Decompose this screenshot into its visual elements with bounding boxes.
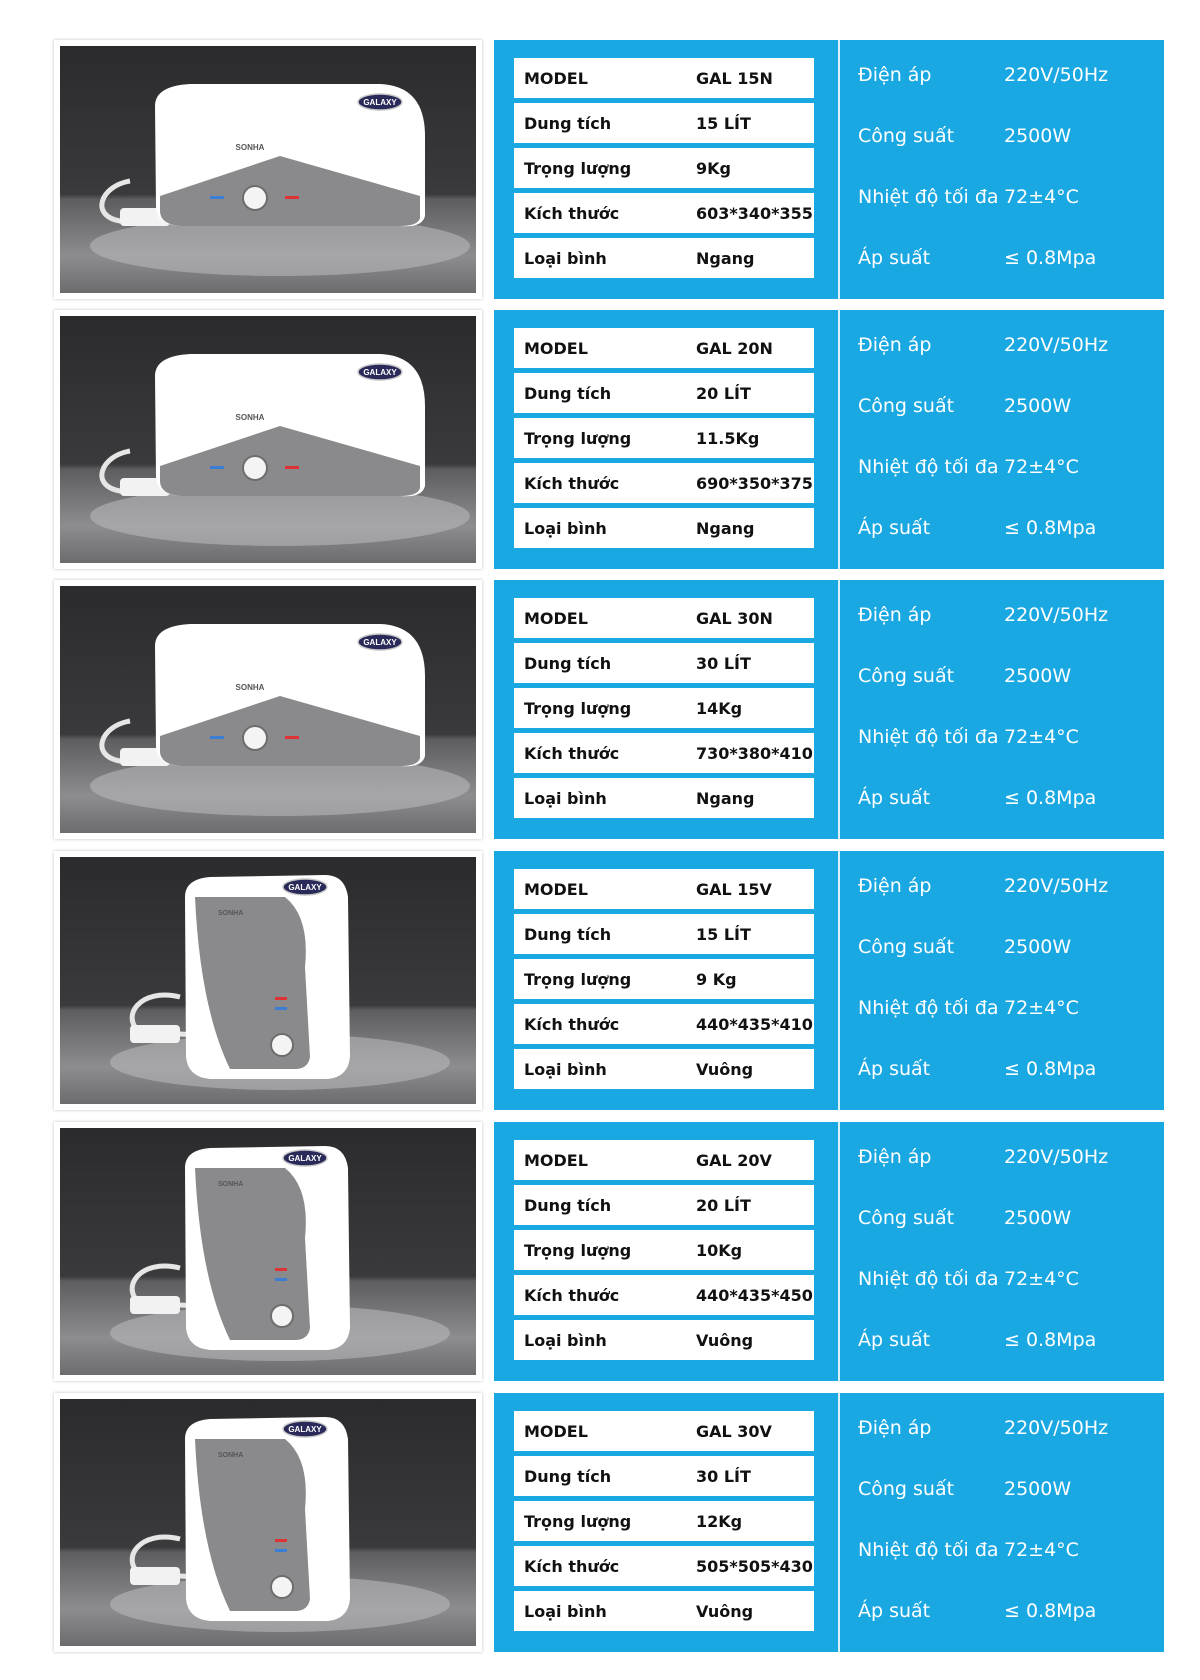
spec-row-dimensions [514, 463, 814, 503]
spec-row-weight [514, 688, 814, 728]
panel-divider [838, 1393, 840, 1652]
spec-row-weight [514, 1501, 814, 1541]
elec-label: Công suất [858, 395, 955, 417]
spec-panel [494, 1122, 1164, 1381]
spec-row-type [514, 508, 814, 548]
spec-row-weight [514, 1230, 814, 1270]
spec-row-model [514, 1140, 814, 1180]
spec-value: Ngang [696, 249, 755, 268]
elec-value: 72±4°C [1004, 1539, 1079, 1561]
elec-value: ≤ 0.8Mpa [1004, 1058, 1097, 1080]
svg-text:SONHA: SONHA [235, 413, 265, 422]
spec-row-model [514, 598, 814, 638]
thermostat-knob-icon [243, 456, 267, 480]
spec-value: 15 LÍT [696, 114, 751, 133]
thermostat-knob-icon [243, 726, 267, 750]
product-photo [54, 1122, 482, 1381]
svg-text:GALAXY: GALAXY [288, 1425, 322, 1434]
spec-row-type [514, 1049, 814, 1089]
elec-label: Nhiệt độ tối đa [858, 1539, 999, 1561]
water-heater-image [60, 1399, 476, 1646]
elec-label: Điện áp [858, 64, 932, 86]
spec-row-type [514, 238, 814, 278]
spec-row-capacity [514, 914, 814, 954]
spec-panel [494, 851, 1164, 1110]
spec-value: 690*350*375 [696, 474, 813, 493]
svg-text:SONHA: SONHA [235, 683, 265, 692]
elec-label: Áp suất [858, 787, 931, 809]
spec-value: Vuông [696, 1602, 754, 1621]
spec-label: Kích thước [524, 1015, 620, 1034]
spec-value: GAL 15V [696, 880, 772, 899]
spec-label: Kích thước [524, 744, 620, 763]
spec-value: GAL 20N [696, 339, 773, 358]
elec-value: 2500W [1004, 395, 1072, 417]
elec-value: ≤ 0.8Mpa [1004, 787, 1097, 809]
spec-value: Vuông [696, 1331, 754, 1350]
elec-label: Điện áp [858, 334, 932, 356]
spec-label: Trọng lượng [524, 159, 632, 178]
spec-label: MODEL [524, 880, 588, 899]
spec-label: Loại bình [524, 1060, 607, 1079]
elec-value: ≤ 0.8Mpa [1004, 1600, 1097, 1622]
elec-label: Áp suất [858, 1600, 931, 1622]
elec-value: 2500W [1004, 125, 1072, 147]
product-photo [54, 40, 482, 299]
spec-value: 440*435*450 [696, 1286, 813, 1305]
elec-label: Áp suất [858, 1058, 931, 1080]
thermostat-knob-icon [271, 1305, 293, 1327]
elec-value: 72±4°C [1004, 1268, 1079, 1290]
spec-label: MODEL [524, 609, 588, 628]
elec-label: Công suất [858, 665, 955, 687]
elec-value: ≤ 0.8Mpa [1004, 247, 1097, 269]
spec-label: Loại bình [524, 789, 607, 808]
thermostat-knob-icon [243, 186, 267, 210]
spec-label: Trọng lượng [524, 970, 632, 989]
spec-label: Trọng lượng [524, 429, 632, 448]
spec-panel [494, 1393, 1164, 1652]
water-heater-image [60, 1128, 476, 1375]
spec-row-capacity [514, 103, 814, 143]
spec-label: Loại bình [524, 519, 607, 538]
spec-value: 9 Kg [696, 970, 737, 989]
elec-label: Công suất [858, 936, 955, 958]
elec-label: Áp suất [858, 247, 931, 269]
plug-icon [130, 1296, 180, 1314]
spec-table [514, 869, 814, 1091]
elec-value: ≤ 0.8Mpa [1004, 517, 1097, 539]
product-row [54, 1122, 1164, 1381]
spec-panel [494, 580, 1164, 839]
spec-row-dimensions [514, 733, 814, 773]
elec-value: 220V/50Hz [1004, 334, 1109, 356]
spec-label: Loại bình [524, 249, 607, 268]
spec-label: Dung tích [524, 1467, 612, 1486]
product-row [54, 40, 1164, 299]
svg-text:GALAXY: GALAXY [363, 368, 397, 377]
panel-divider [838, 580, 840, 839]
elec-label: Công suất [858, 1478, 955, 1500]
spec-row-type [514, 778, 814, 818]
spec-label: Kích thước [524, 1557, 620, 1576]
elec-label: Áp suất [858, 1329, 931, 1351]
elec-label: Điện áp [858, 1417, 932, 1439]
elec-label: Nhiệt độ tối đa [858, 456, 999, 478]
spec-label: Dung tích [524, 654, 612, 673]
spec-value: 730*380*410 [696, 744, 813, 763]
spec-label: Dung tích [524, 1196, 612, 1215]
spec-row-model [514, 869, 814, 909]
elec-label: Nhiệt độ tối đa [858, 997, 999, 1019]
water-heater-image [60, 586, 476, 833]
spec-label: Trọng lượng [524, 699, 632, 718]
elec-label: Nhiệt độ tối đa [858, 1268, 999, 1290]
spec-value: 12Kg [696, 1512, 743, 1531]
spec-row-dimensions [514, 1546, 814, 1586]
spec-value: 505*505*430 [696, 1557, 813, 1576]
thermostat-knob-icon [271, 1034, 293, 1056]
elec-label: Điện áp [858, 1146, 932, 1168]
elec-value: 2500W [1004, 665, 1072, 687]
spec-label: Loại bình [524, 1331, 607, 1350]
elec-value: 72±4°C [1004, 456, 1079, 478]
product-photo [54, 580, 482, 839]
elec-value: 220V/50Hz [1004, 875, 1109, 897]
svg-text:GALAXY: GALAXY [288, 883, 322, 892]
elec-label: Điện áp [858, 875, 932, 897]
spec-value: 9Kg [696, 159, 731, 178]
elec-value: 220V/50Hz [1004, 604, 1109, 626]
spec-row-type [514, 1320, 814, 1360]
svg-text:SONHA: SONHA [218, 1181, 244, 1188]
spec-value: 15 LÍT [696, 925, 751, 944]
spec-label: MODEL [524, 1422, 588, 1441]
spec-label: Dung tích [524, 384, 612, 403]
svg-text:GALAXY: GALAXY [363, 98, 397, 107]
spec-label: Dung tích [524, 925, 612, 944]
svg-text:SONHA: SONHA [235, 143, 265, 152]
spec-table [514, 1411, 814, 1633]
spec-label: MODEL [524, 339, 588, 358]
water-heater-image [60, 46, 476, 293]
panel-divider [838, 1122, 840, 1381]
elec-label: Nhiệt độ tối đa [858, 186, 999, 208]
product-photo [54, 310, 482, 569]
spec-row-model [514, 58, 814, 98]
spec-row-model [514, 1411, 814, 1451]
spec-row-weight [514, 418, 814, 458]
spec-label: Trọng lượng [524, 1512, 632, 1531]
spec-row-weight [514, 959, 814, 999]
spec-label: Dung tích [524, 114, 612, 133]
elec-label: Điện áp [858, 604, 932, 626]
spec-panel [494, 40, 1164, 299]
product-row [54, 1393, 1164, 1652]
product-row [54, 851, 1164, 1110]
spec-row-model [514, 328, 814, 368]
spec-value: GAL 15N [696, 69, 773, 88]
elec-value: 220V/50Hz [1004, 1146, 1109, 1168]
elec-value: 2500W [1004, 936, 1072, 958]
product-row [54, 580, 1164, 839]
spec-value: GAL 30N [696, 609, 773, 628]
spec-row-capacity [514, 1185, 814, 1225]
elec-value: 72±4°C [1004, 186, 1079, 208]
spec-value: 30 LÍT [696, 654, 751, 673]
elec-value: 2500W [1004, 1207, 1072, 1229]
elec-value: 2500W [1004, 1478, 1072, 1500]
spec-label: Trọng lượng [524, 1241, 632, 1260]
spec-row-capacity [514, 643, 814, 683]
spec-value: Ngang [696, 519, 755, 538]
svg-text:GALAXY: GALAXY [288, 1154, 322, 1163]
spec-value: 20 LÍT [696, 1196, 751, 1215]
panel-divider [838, 40, 840, 299]
spec-table [514, 598, 814, 820]
spec-label: Loại bình [524, 1602, 607, 1621]
spec-table [514, 328, 814, 550]
panel-divider [838, 851, 840, 1110]
spec-label: MODEL [524, 1151, 588, 1170]
elec-value: ≤ 0.8Mpa [1004, 1329, 1097, 1351]
product-photo [54, 1393, 482, 1652]
elec-value: 220V/50Hz [1004, 64, 1109, 86]
plug-icon [130, 1025, 180, 1043]
spec-row-dimensions [514, 1004, 814, 1044]
svg-text:SONHA: SONHA [218, 1452, 244, 1459]
spec-value: 30 LÍT [696, 1467, 751, 1486]
water-heater-image [60, 316, 476, 563]
svg-text:GALAXY: GALAXY [363, 638, 397, 647]
spec-row-capacity [514, 373, 814, 413]
spec-value: GAL 20V [696, 1151, 772, 1170]
spec-value: 14Kg [696, 699, 743, 718]
spec-row-capacity [514, 1456, 814, 1496]
spec-value: 11.5Kg [696, 429, 760, 448]
spec-value: 440*435*410 [696, 1015, 813, 1034]
spec-label: MODEL [524, 69, 588, 88]
product-row [54, 310, 1164, 569]
svg-text:SONHA: SONHA [218, 910, 244, 917]
spec-row-dimensions [514, 1275, 814, 1315]
spec-row-type [514, 1591, 814, 1631]
spec-value: GAL 30V [696, 1422, 772, 1441]
elec-label: Nhiệt độ tối đa [858, 726, 999, 748]
elec-label: Công suất [858, 125, 955, 147]
spec-value: Vuông [696, 1060, 754, 1079]
spec-row-dimensions [514, 193, 814, 233]
spec-value: Ngang [696, 789, 755, 808]
spec-row-weight [514, 148, 814, 188]
elec-label: Áp suất [858, 517, 931, 539]
panel-divider [838, 310, 840, 569]
spec-label: Kích thước [524, 204, 620, 223]
spec-value: 20 LÍT [696, 384, 751, 403]
water-heater-image [60, 857, 476, 1104]
plug-icon [130, 1567, 180, 1585]
thermostat-knob-icon [271, 1576, 293, 1598]
elec-value: 72±4°C [1004, 997, 1079, 1019]
spec-value: 10Kg [696, 1241, 743, 1260]
elec-label: Công suất [858, 1207, 955, 1229]
spec-table [514, 1140, 814, 1362]
spec-label: Kích thước [524, 1286, 620, 1305]
elec-value: 72±4°C [1004, 726, 1079, 748]
elec-value: 220V/50Hz [1004, 1417, 1109, 1439]
spec-value: 603*340*355 [696, 204, 813, 223]
product-photo [54, 851, 482, 1110]
spec-panel [494, 310, 1164, 569]
spec-label: Kích thước [524, 474, 620, 493]
spec-table [514, 58, 814, 280]
